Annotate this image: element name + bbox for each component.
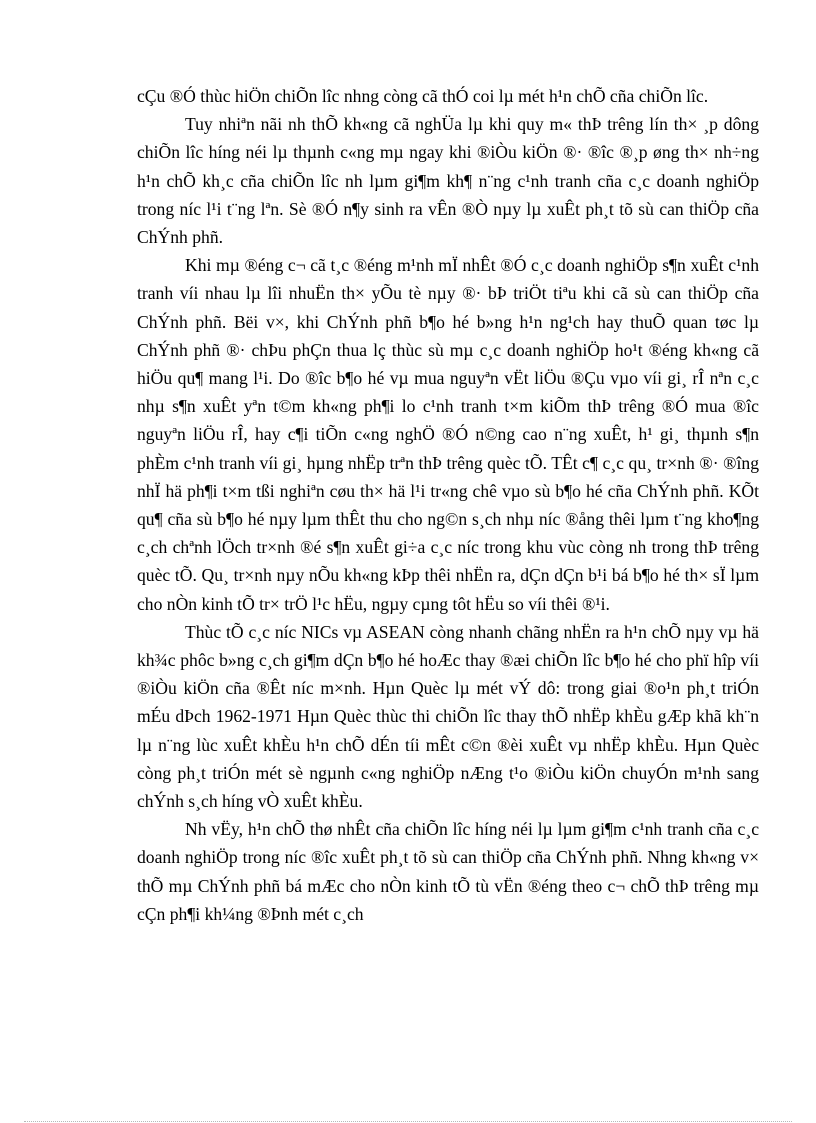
paragraph-3: Khi mµ ®éng c¬ cã t¸c ®éng m¹nh mÏ nhÊt ®Ó c¸c doanh nghiÖp s¶n xuÊt c¹nh tranh víi nhau lµ lîi nhuËn th× yÕu tè nµy ®· bÞ triÖt tiªu khi cã sù can thiÖp cña ChÝnh phñ. Bëi v×, khi ChÝnh phñ b¶o hé b»ng h¹n ng¹ch hay thuÕ quan tøc lµ ChÝnh phñ ®· chÞu phÇn thua lç thùc sù mµ c¸c doanh nghiÖp ho¹t ®éng kh«ng cã hiÖu qu¶ mang l¹i. Do ®îc b¶o hé vµ mua nguyªn vËt liÖu ®Çu vµo víi gi¸ rÎ nªn c¸c nhµ s¶n xuÊt yªn t©m kh«ng ph¶i lo c¹nh tranh t×m kiÕm thÞ trêng ®Ó mua ®îc nguyªn liÖu rÎ, hay c¶i tiÕn c«ng nghÖ ®Ó n©ng cao n¨ng xuÊt, h¹ gi¸ thµnh s¶n phÈm c¹nh tranh víi gi¸ hµng nhËp trªn thÞ trêng quèc tÕ. TÊt c¶ c¸c qu¸ tr×nh ®· ®îng nhÏ hä ph¶i t×m tßi nghiªn cøu th× hä l¹i tr«ng chê vµo sù b¶o hé cña ChÝnh phñ. KÕt qu¶ cña sù b¶o hé nµy lµm thÊt thu cho ng©n s¸ch nhµ níc ®ång thêi lµm t¨ng kho¶ng c¸ch chªnh lÖch tr×nh ®é s¶n xuÊt gi÷a c¸c níc trong khu vùc còng nh trong thÞ trêng quèc tÕ. Qu¸ tr×nh nµy nÕu kh«ng kÞp thêi nhËn ra, dÇn dÇn b¹i bá b¶o hé th× sÏ lµm cho nÒn kinh tÕ tr× trÖ l¹c hËu, ngµy cµng tôt hËu so víi thêi ®¹i.	[137, 255, 759, 614]
paragraph-4: Thùc tÕ c¸c níc NICs vµ ASEAN còng nhanh chãng nhËn ra h¹n chÕ nµy vµ hä kh¾c phôc b»ng c¸ch gi¶m dÇn b¶o hé hoÆc thay ®æi chiÕn lîc b¶o hé cho phï hîp víi ®iÒu kiÖn cña ®Êt níc m×nh. Hµn Quèc lµ mét vÝ dô: trong giai ®o¹n ph¸t triÓn mÉu dÞch 1962-1971 Hµn Quèc thùc thi chiÕn lîc thay thÕ nhËp khÈu gÆp khã kh¨n lµ n¨ng lùc xuÊt khÈu h¹n chÕ dÉn tíi mÊt c©n ®èi xuÊt vµ nhËp khÈu. Hµn Quèc còng ph¸t triÓn mét sè ngµnh c«ng nghiÖp nÆng t¹o ®iÒu kiÖn chuyÓn m¹nh sang chÝnh s¸ch híng vÒ xuÊt khÈu.	[137, 621, 759, 812]
paragraph-1: cÇu ®Ó thùc hiÖn chiÕn lîc nhng còng cã thÓ coi lµ mét h¹n chÕ cña chiÕn lîc.	[137, 86, 709, 106]
paragraph-2: Tuy nhiªn nãi nh thÕ kh«ng cã nghÜa lµ khi quy m« thÞ trêng lín th× ¸p dông chiÕn lîc híng néi lµ thµnh c«ng mµ ngay khi ®iÒu kiÖn ®· ®îc ®¸p øng th× nh÷ng h¹n chÕ kh¸c cña chiÕn lîc nh lµm gi¶m kh¶ n¨ng c¹nh tranh cña c¸c doanh nghiÖp trong níc l¹i t¨ng lªn. Sè ®Ó n¶y sinh ra vÊn ®Ò nµy lµ xuÊt ph¸t tõ sù can thiÖp cña ChÝnh phñ.	[137, 114, 759, 248]
page-bottom-divider	[24, 1121, 792, 1122]
document-body	[137, 82, 759, 928]
paragraph-5: Nh vËy, h¹n chÕ thø nhÊt cña chiÕn lîc híng néi lµ lµm gi¶m c¹nh tranh cña c¸c doanh nghiÖp trong níc ®îc xuÊt ph¸t tõ sù can thiÖp cña ChÝnh phñ. Nhng kh«ng v× thÕ mµ ChÝnh phñ bá mÆc cho nÒn kinh tÕ tù vËn ®éng theo c¬ chÕ thÞ trêng mµ cÇn ph¶i kh¼ng ®Þnh mét c¸ch	[137, 819, 759, 924]
